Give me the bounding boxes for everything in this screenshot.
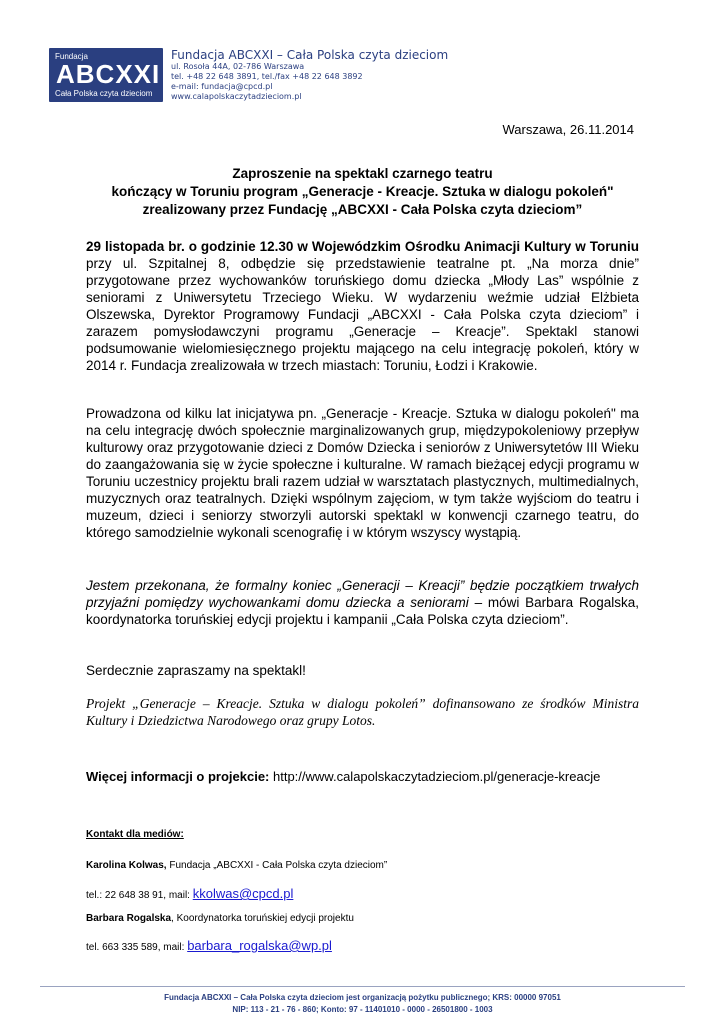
event-details: 29 listopada br. o godzinie 12.30 w Wojewódzkim Ośrodku Animacji Kultury w Toruniu bbox=[86, 239, 639, 254]
contact-2-details bbox=[86, 938, 332, 953]
logo-bottom-text: Cała Polska czyta dzieciom bbox=[55, 89, 153, 98]
org-name: Fundacja ABCXXI – Cała Polska czyta dzieciom bbox=[171, 48, 449, 62]
more-info-url[interactable]: http://www.calapolskaczytadzieciom.pl/generacje-kreacje bbox=[269, 769, 601, 784]
contact-2-name: Barbara Rogalska bbox=[86, 913, 172, 924]
contact-2-role: , Koordynatorka toruńskiej edycji projektu bbox=[171, 913, 354, 924]
more-info bbox=[86, 768, 639, 785]
title-line-2: kończący w Toruniu program „Generacje - Kreacje. Sztuka w dialogu pokoleń" bbox=[111, 184, 614, 199]
org-info bbox=[171, 48, 448, 102]
org-phone: tel. +48 22 648 3891, tel./fax +48 22 648 3892 bbox=[171, 72, 363, 81]
org-website[interactable]: www.calapolskaczytadzieciom.pl bbox=[171, 92, 302, 101]
paragraph-quote bbox=[86, 577, 639, 628]
contact-1-name: Karolina Kolwas, bbox=[86, 860, 167, 871]
quote-text: Jestem przekonana, że formalny koniec „Generacji – Kreacji” będzie początkiem trwałych przyjaźni pomiędzy wychowankami domu dziecka a seniorami bbox=[86, 578, 639, 610]
more-info-label: Więcej informacji o projekcie: bbox=[86, 769, 270, 784]
contact-1-details bbox=[86, 886, 293, 901]
contact-2-email-link[interactable]: barbara_rogalska@wp.pl bbox=[187, 938, 332, 953]
contacts-heading: Kontakt dla mediów: bbox=[86, 829, 184, 840]
title-line-1: Zaproszenie na spektakl czarnego teatru bbox=[232, 166, 493, 181]
title-line-3: zrealizowany przez Fundację „ABCXXI - Cała Polska czyta dzieciom” bbox=[142, 202, 583, 217]
contact-1-phone: tel.: 22 648 38 91, mail: bbox=[86, 890, 193, 901]
document-date: Warszawa, 26.11.2014 bbox=[502, 122, 634, 137]
paragraph-initiative: Prowadzona od kilku lat inicjatywa pn. „Generacje - Kreacje. Sztuka w dialogu pokoleń" ma na celu integrację dwóch społecznie marginalizowanych grup, międzypokoleniowy przepływ kulturowy oraz przygotowanie dzieci z Domów Dziecka i seniorów z Uniwersytetów III Wieku do zaangażowania się w życie społeczne i kulturalne. W ramach bieżącej edycji programu w Toruniu uczestnicy projektu brali razem udział w warsztatach plastycznych, multimedialnych, muzycznych oraz teatralnych. Dzięki wspólnym zajęciom, w tym także wyjściom do teatru i muzeum, dzieci i seniorzy stworzyli autorski spektakl w konwencji czarnego teatru, do którego samodzielnie wykonali scenografię i w którym wszyscy wystąpią. bbox=[86, 406, 639, 540]
logo-top-text: Fundacja bbox=[55, 52, 88, 61]
logo-main-text: ABCXXI bbox=[56, 59, 161, 89]
footer-line-2: NIP: 113 - 21 - 76 - 860; Konto: 97 - 11401010 - 0000 - 26501800 - 1003 bbox=[232, 1005, 493, 1014]
contact-person-2 bbox=[86, 913, 354, 924]
contact-1-role: Fundacja „ABCXXI - Cała Polska czyta dzieciom” bbox=[166, 860, 388, 871]
event-description: przy ul. Szpitalnej 8, odbędzie się przedstawienie teatralne pt. „Na morza dnie” przygotowane przez wychowanków toruńskiego domu dziecka „Młody Las” wspólnie z seniorami z Uniwersytetu Trzeciego Wieku. W wydarzeniu weźmie udział Elżbieta Olszewska, Dyrektor Programowy Fundacji „ABCXXI - Cała Polska czyta dzieciom” i zarazem pomysłodawczyni programu „Generacje – Kreacje”. Spektakl stanowi podsumowanie wielomiesięcznego projektu mającego na celu integrację pokoleń, który w 2014 r. Fundacja zrealizowała w trzech miastach: Toruniu, Łodzi i Krakowie. bbox=[86, 256, 639, 373]
footer-line-1: Fundacja ABCXXI – Cała Polska czyta dzieciom jest organizacją pożytku publicznego; KRS: 00000 97051 bbox=[164, 993, 561, 1002]
contact-2-phone: tel. 663 335 589, mail: bbox=[86, 942, 188, 953]
document-title bbox=[86, 165, 639, 219]
footer-divider bbox=[40, 986, 685, 987]
quote-attribution: – mówi Barbara Rogalska, koordynatorka toruńskiej edycji projektu i kampanii „Cała Polska czyta dzieciom”. bbox=[86, 595, 639, 627]
org-email[interactable]: e-mail: fundacja@cpcd.pl bbox=[171, 82, 273, 91]
contact-person-1 bbox=[86, 860, 387, 871]
paragraph-funding: Projekt „Generacje – Kreacje. Sztuka w dialogu pokoleń” dofinansowano ze środków Ministra Kultury i Dziedzictwa Narodowego oraz grupy Lotos. bbox=[86, 696, 639, 728]
logo bbox=[49, 48, 163, 102]
paragraph-invitation: Serdecznie zapraszamy na spektakl! bbox=[86, 663, 306, 678]
org-address: ul. Rosoła 44A, 02-786 Warszawa bbox=[171, 62, 305, 71]
paragraph-event bbox=[86, 238, 639, 374]
contact-1-email-link[interactable]: kkolwas@cpcd.pl bbox=[192, 886, 294, 901]
